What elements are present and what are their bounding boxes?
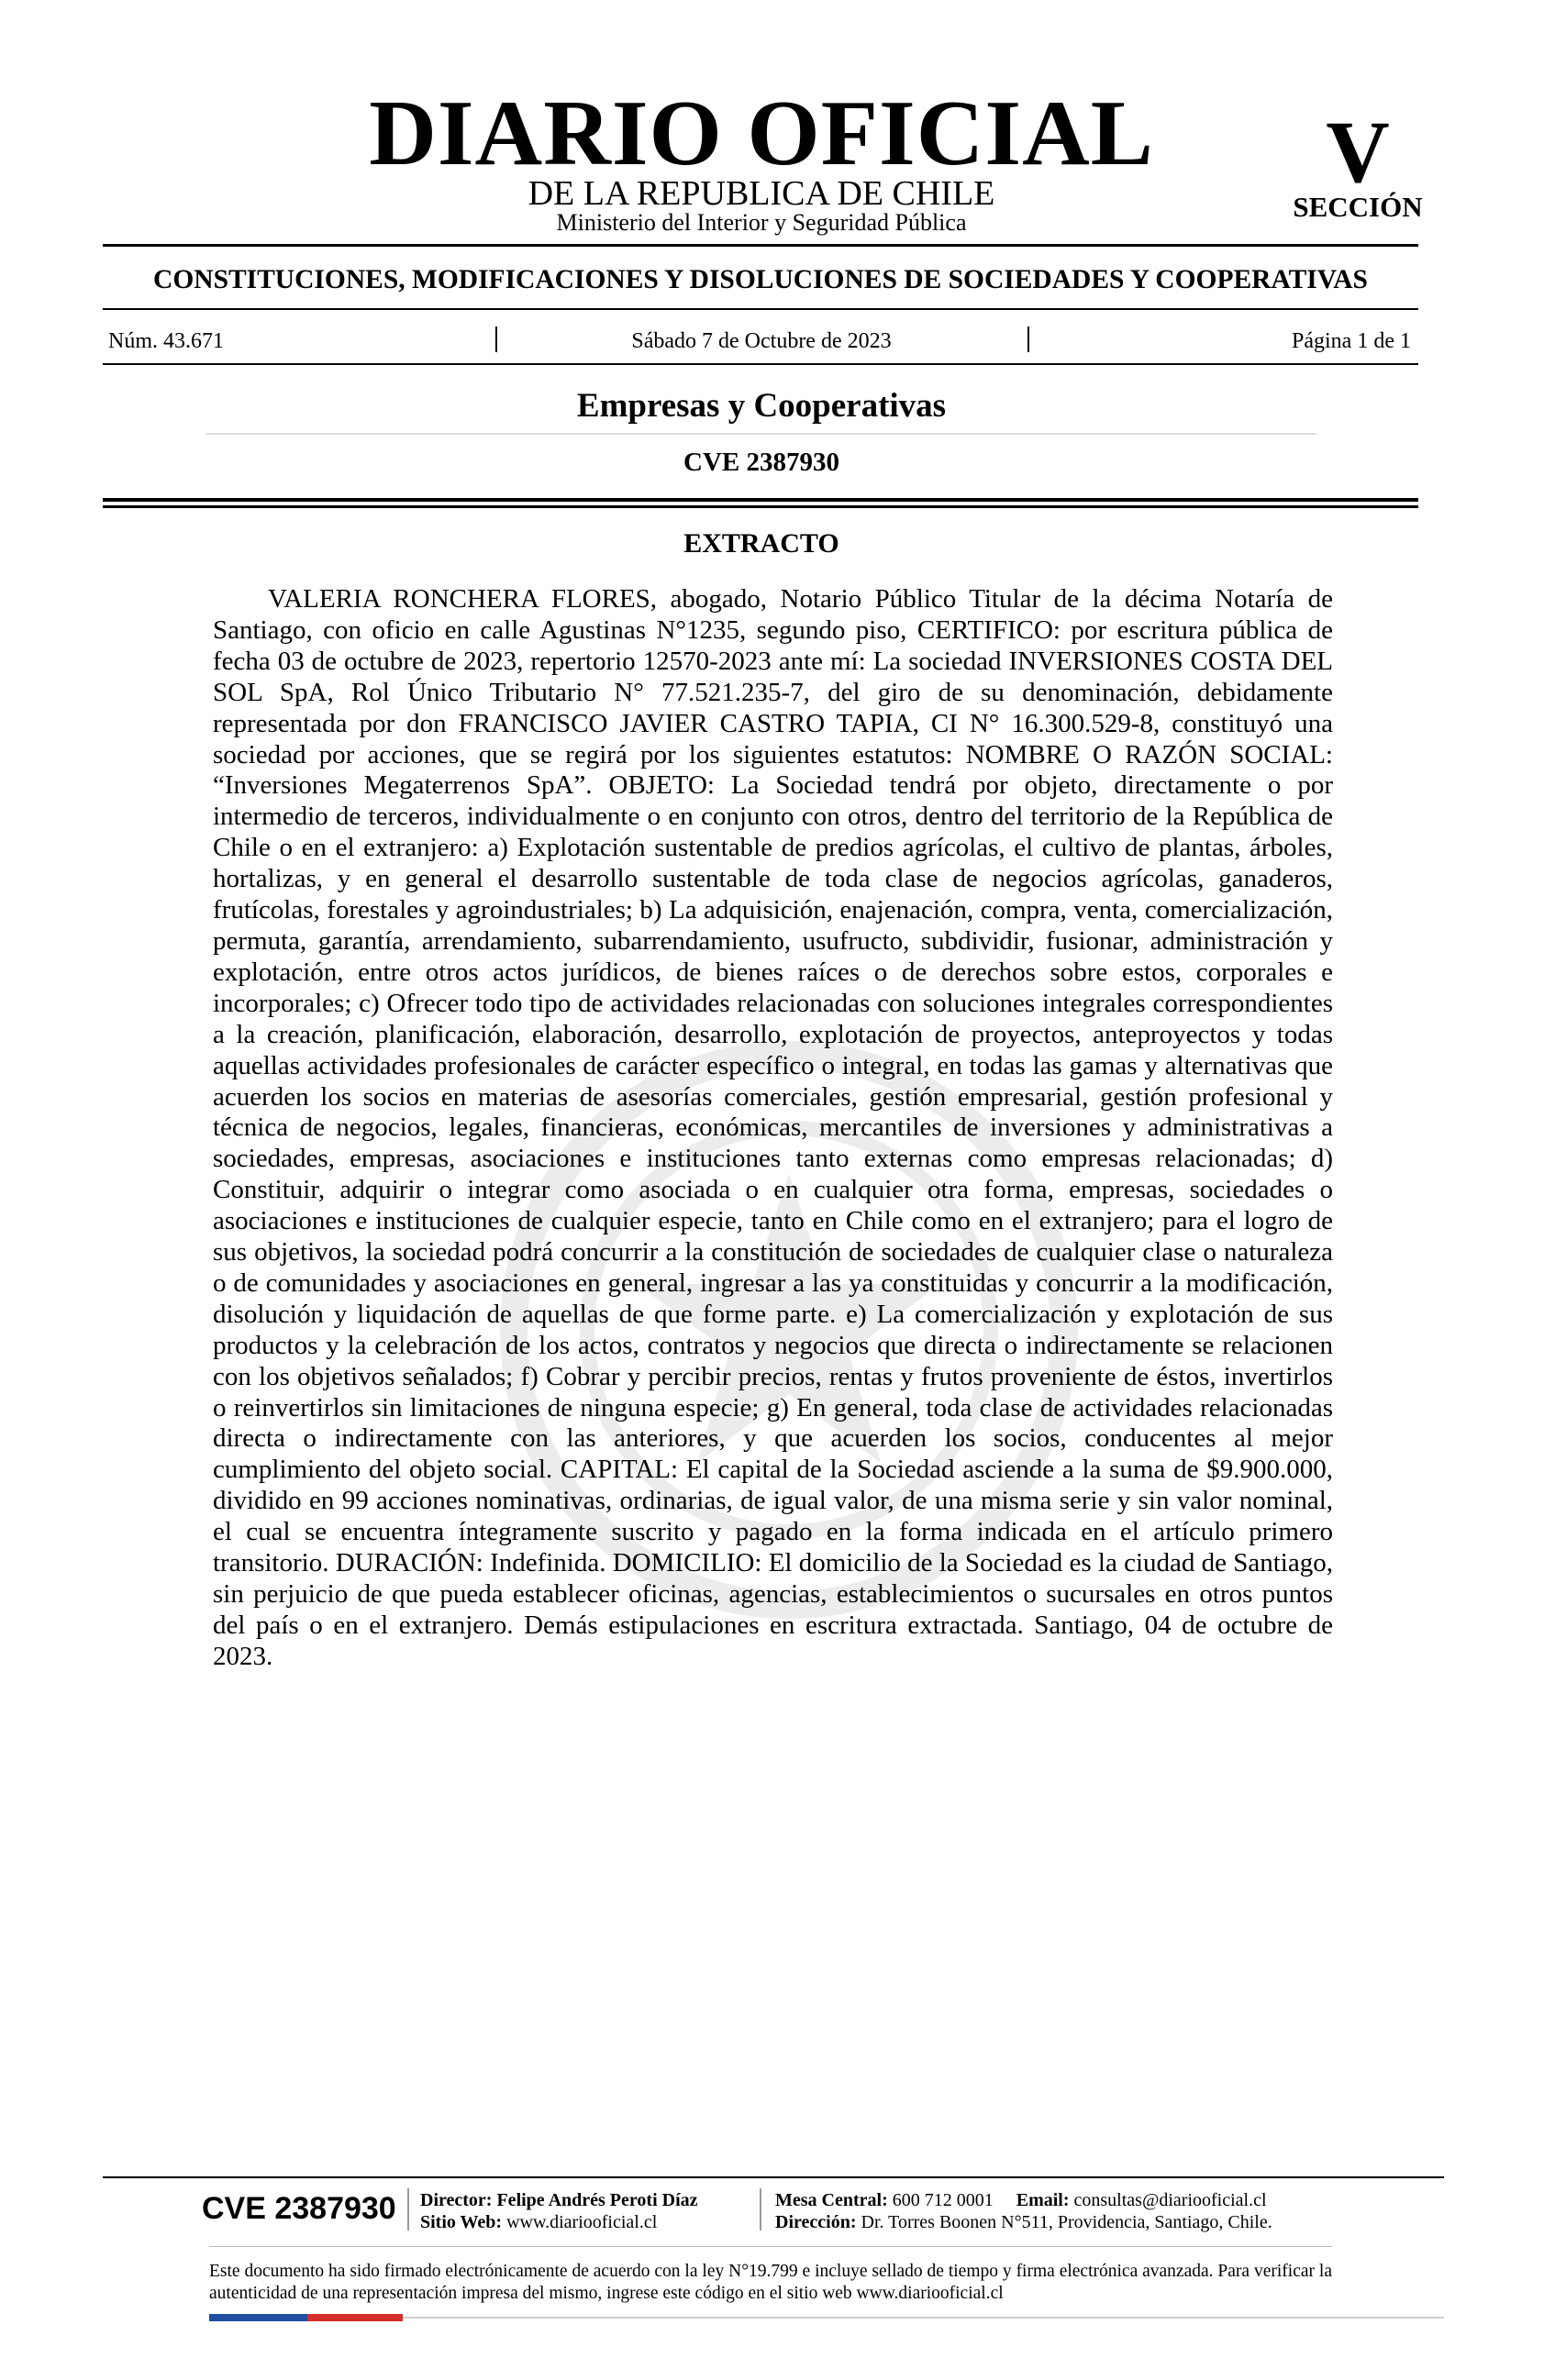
director-name: Felipe Andrés Peroti Díaz xyxy=(496,2190,698,2210)
phone-label: Mesa Central: xyxy=(775,2190,888,2210)
section-letter: V xyxy=(1326,103,1390,201)
issue-separator xyxy=(1027,327,1029,352)
footer-cve-code: CVE 2387930 xyxy=(202,2191,396,2226)
newspaper-subtitle: DE LA REPUBLICA DE CHILE xyxy=(528,174,995,213)
footer-rule xyxy=(103,2176,1444,2178)
section-label: SECCIÓN xyxy=(1293,191,1423,223)
flag-stripe-blue xyxy=(209,2314,307,2321)
double-rule-top xyxy=(103,498,1418,502)
issue-number: Núm. 43.671 xyxy=(108,329,224,353)
newspaper-title: DIARIO OFICIAL xyxy=(369,82,1154,185)
double-rule-bottom xyxy=(103,505,1418,508)
website-label: Sitio Web: xyxy=(420,2212,503,2232)
masthead-rule xyxy=(103,244,1418,247)
website-link[interactable]: www.diariooficial.cl xyxy=(506,2212,658,2232)
issue-separator xyxy=(495,327,497,352)
footer-separator xyxy=(760,2188,761,2231)
extract-body: VALERIA RONCHERA FLORES, abogado, Notario Público Titular de la décima Notaría de Santiago, con oficio en calle Agustinas N°1235, segundo piso, CERTIFICO: por escritura pública de fecha 03 de octubre de 2023, repertorio 12570-2023 ante mí: La sociedad INVERSIONES COSTA DEL SOL SpA, Rol Único Tributario N° 77.521.235-7, del giro de su denominación, debidamente representada por don FRANCISCO JAVIER CASTRO TAPIA, CI N° 16.300.529-8, constituyó una sociedad por acciones, que se regirá por los siguientes estatutos: NOMBRE O RAZÓN SOCIAL: “Inversiones Megaterrenos SpA”. OBJETO: La Sociedad tendrá por objeto, directamente o por intermedio de terceros, individualmente o en conjunto con otros, dentro del territorio de la República de Chile o en el extranjero: a) Explotación sustentable de predios agrícolas, el cultivo de plantas, árboles, hortalizas, y en general el desarrollo sustentable de toda clase de negocios agrícolas, ganaderos, frutícolas, forestales y agroindustriales; b) La adquisición, enajenación, compra, venta, comercialización, permuta, garantía, arrendamiento, subarrendamiento, usufructo, subdividir, fusionar, administración y explotación, entre otros actos jurídicos, de bienes raíces o de derechos sobre estos, corporales e incorporales; c) Ofrecer todo tipo de actividades relacionadas con soluciones integrales correspondientes a la creación, planificación, elaboración, desarrollo, explotación de proyectos, anteproyectos y todas aquellas actividades profesionales de carácter específico o integral, en todas las gamas y alternativas que acuerden los socios en materias de asesorías comerciales, gestión empresarial, gestión profesional y técnica de negocios, legales, financieras, económicas, mercantiles de inversiones y administrativas a sociedades, empresas, asociaciones e instituciones tanto externas como empresas relacionadas; d) Constituir, adquirir o integrar como asociada o en cualquier otra forma, empresas, sociedades o asociaciones e instituciones de cualquier especie, tanto en Chile como en el extranjero; para el logro de sus objetivos, la sociedad podrá concurrir a la constitución de sociedades de cualquier clase o naturaleza o de comunidades y asociaciones en general, ingresar a las ya constituidas y concurrir a la modificación, disolución y liquidación de aquellas de que forme parte. e) La comercialización y explotación de sus productos y la celebración de los actos, contratos y negocios que directa o indirectamente se relacionen con los objetivos señalados; f) Cobrar y percibir precios, rentas y frutos proveniente de éstos, invertirlos o reinvertirlos sin limitaciones de ninguna especie; g) En general, toda clase de actividades relacionadas directa o indirectamente con las anteriores, y que acuerden los socios, conducentes al mejor cumplimiento del objeto social. CAPITAL: El capital de la Sociedad asciende a la suma de $9.900.000, dividido en 99 acciones nominativas, ordinarias, de igual valor, de una misma serie y sin valor nominal, el cual se encuentra íntegramente suscrito y pagado en la forma indicada en el artículo primero transitorio. DURACIÓN: Indefinida. DOMICILIO: El domicilio de la Sociedad es la ciudad de Santiago, sin perjuicio de que pueda establecer oficinas, agencias, establecimientos o sucursales en otros puntos del país o en el extranjero. Demás estipulaciones en escritura extractada. Santiago, 04 de octubre de 2023. xyxy=(213,584,1333,1671)
flag-stripe-red xyxy=(307,2314,403,2321)
footer-director xyxy=(420,2191,698,2209)
footer-address xyxy=(775,2213,1272,2231)
footer-note-rule xyxy=(209,2246,1332,2247)
band-rule-top xyxy=(103,308,1418,310)
address-value: Dr. Torres Boonen N°511, Providencia, Santiago, Chile. xyxy=(861,2212,1272,2232)
page-indicator: Página 1 de 1 xyxy=(1292,329,1411,353)
issue-date: Sábado 7 de Octubre de 2023 xyxy=(631,329,892,353)
extract-title: EXTRACTO xyxy=(683,528,839,559)
phone-value: 600 712 0001 xyxy=(892,2190,994,2210)
footer-website xyxy=(420,2213,657,2231)
ministry-line: Ministerio del Interior y Seguridad Pública xyxy=(556,209,967,236)
email-link[interactable]: consultas@diariooficial.cl xyxy=(1073,2190,1267,2210)
band-rule-bottom xyxy=(103,363,1418,365)
section-heading: Empresas y Cooperativas xyxy=(576,387,947,425)
director-label: Director: xyxy=(420,2190,493,2210)
section-divider xyxy=(206,433,1316,435)
email-label: Email: xyxy=(1016,2190,1070,2210)
address-label: Dirección: xyxy=(775,2212,857,2232)
publication-band-title: CONSTITUCIONES, MODIFICACIONES Y DISOLUCIONES DE SOCIEDADES Y COOPERATIVAS xyxy=(153,265,1368,294)
cve-code: CVE 2387930 xyxy=(683,448,839,477)
footer-separator xyxy=(407,2188,409,2231)
footer-bottom-rule xyxy=(403,2317,1444,2319)
footer-contact xyxy=(775,2191,1267,2209)
electronic-signature-note: Este documento ha sido firmado electrónicamente de acuerdo con la ley N°19.799 e incluye sellado de tiempo y firma electrónica avanzada. Para verificar la autenticidad de una representación impresa del mismo, ingrese este código en el sitio web www.diariooficial.cl xyxy=(209,2262,1332,2303)
